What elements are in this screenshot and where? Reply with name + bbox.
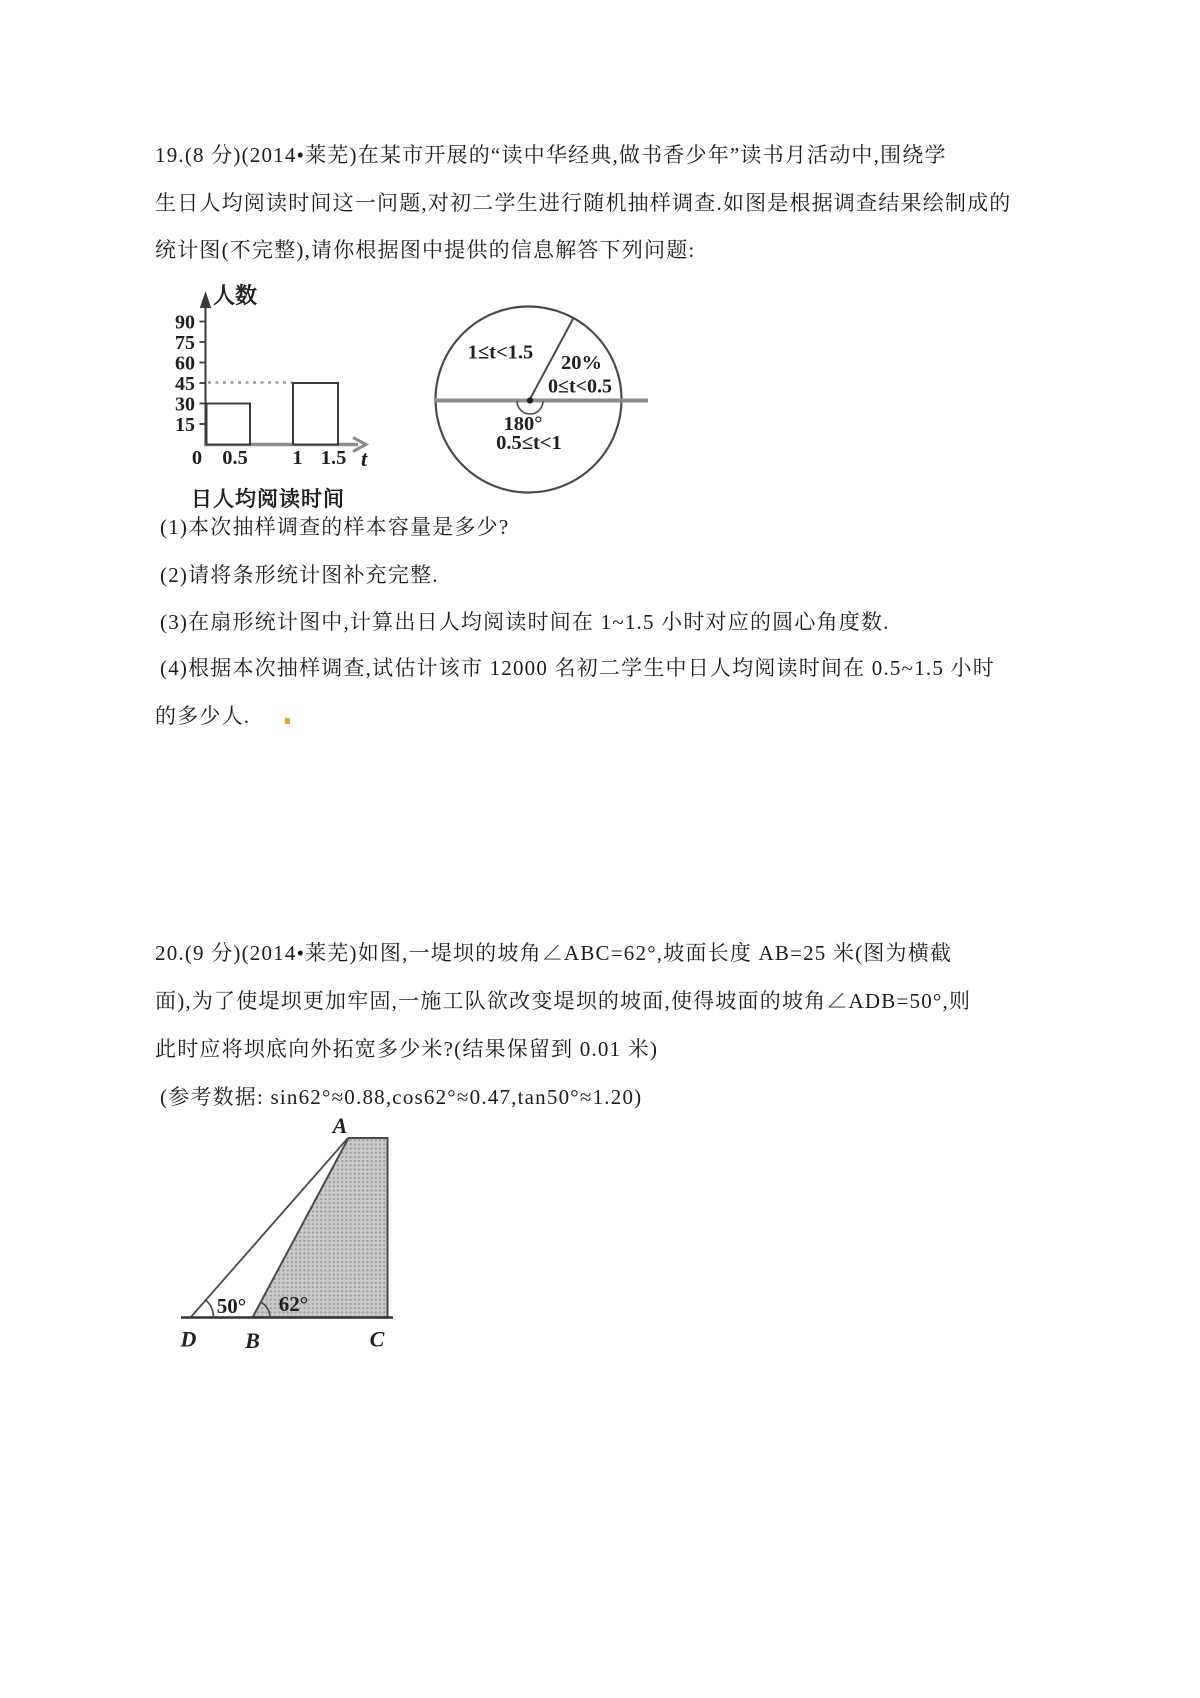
- pie-value-20pct: 20%: [561, 352, 602, 374]
- x-tick-label-05: 0.5: [222, 447, 248, 469]
- bar-chart-title: 日人均阅读时间: [191, 487, 345, 511]
- y-tick-label-75: 75: [175, 332, 195, 354]
- y-tick-label-45: 45: [175, 373, 195, 395]
- p19-question-3: (3)在扇形统计图中,计算出日人均阅读时间在 1~1.5 小时对应的圆心角度数.: [160, 610, 890, 634]
- y-tick-label-15: 15: [175, 414, 195, 436]
- dam-cross-section: [253, 1138, 388, 1318]
- y-tick-label-60: 60: [175, 352, 195, 375]
- p19-line-2: 生日人均阅读时间这一问题,对初二学生进行随机抽样调查.如图是根据调查结果绘制成的: [155, 191, 1012, 215]
- y-tick-label-90: 90: [175, 311, 195, 334]
- vertex-label-D: D: [180, 1326, 197, 1352]
- p19-question-2: (2)请将条形统计图补充完整.: [160, 563, 439, 587]
- p20-line-2: 面),为了使堤坝更加牢固,一施工队欲改变堤坝的坡面,使得坡面的坡角∠ADB=50°,则: [155, 989, 972, 1013]
- y-axis-arrow-icon: [200, 291, 211, 308]
- angle-label-50: 50°: [216, 1294, 247, 1318]
- angle-arc-D: [205, 1300, 213, 1318]
- p19-line-3: 统计图(不完整),请你根据图中提供的信息解答下列问题:: [155, 238, 696, 262]
- angle-label-62: 62°: [278, 1292, 309, 1316]
- pie-label-0-0.5: 0≤t<0.5: [547, 375, 613, 398]
- pie-chart: [400, 293, 660, 505]
- bar-0-0.5: [207, 404, 251, 445]
- pie-label-1-1.5: 1≤t<1.5: [467, 341, 534, 364]
- vertex-label-A: A: [332, 1113, 348, 1138]
- x-tick-label-0: 0: [191, 447, 203, 469]
- bar-chart-xlabel: t: [360, 446, 368, 471]
- p19-line-1: 19.(8 分)(2014•莱芜)在某市开展的“读中华经典,做书香少年”读书月活动中,围绕学: [155, 143, 947, 167]
- p20-reference-data: (参考数据: sin62°≈0.88,cos62°≈0.47,tan50°≈1.20): [160, 1085, 643, 1109]
- pie-label-0.5-1: 0.5≤t<1: [496, 432, 562, 454]
- x-tick-label-1: 1: [292, 447, 303, 469]
- dam-diagram: [165, 1108, 410, 1360]
- p19-question-4-tail: 的多少人.: [155, 704, 251, 728]
- vertex-label-B: B: [245, 1328, 260, 1353]
- y-tick-label-30: 30: [175, 393, 195, 416]
- p19-question-1: (1)本次抽样调查的样本容量是多少?: [160, 515, 510, 539]
- vertex-label-C: C: [369, 1326, 385, 1352]
- pie-value-180deg: 180°: [503, 413, 543, 435]
- bar-chart: [163, 277, 380, 475]
- x-tick-label-15x: 1.5: [320, 447, 347, 469]
- bar-1-1.5: [293, 383, 338, 445]
- p20-line-3: 此时应将坝底向外拓宽多少米?(结果保留到 0.01 米): [155, 1037, 659, 1061]
- p19-question-4: (4)根据本次抽样调查,试估计该市 12000 名初二学生中日人均阅读时间在 0.5~1.5 小时: [160, 656, 995, 680]
- bar-chart-ylabel: 人数: [213, 283, 258, 308]
- pie-center-dot: [527, 397, 533, 403]
- p20-line-1: 20.(9 分)(2014•莱芜)如图,一堤坝的坡角∠ABC=62°,坡面长度 AB=25 米(图为横截: [155, 941, 953, 965]
- scan-artifact-mark: [285, 718, 290, 724]
